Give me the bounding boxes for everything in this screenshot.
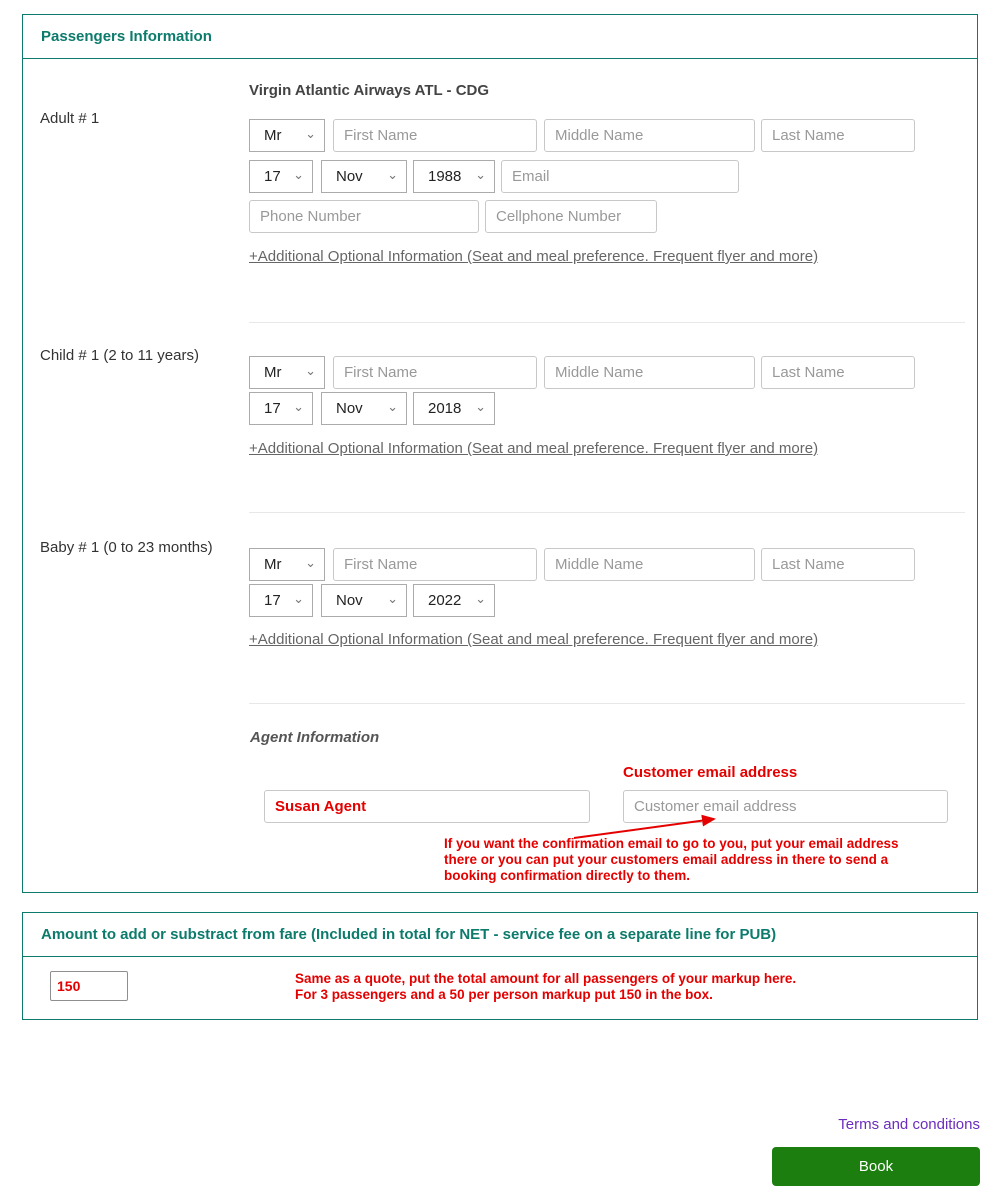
middle-name-input[interactable] xyxy=(544,548,755,581)
chevron-down-icon: ⌄ xyxy=(293,591,304,606)
markup-note xyxy=(295,971,855,1003)
chevron-down-icon: ⌄ xyxy=(293,167,304,182)
title-select[interactable] xyxy=(249,119,325,152)
email-input[interactable] xyxy=(501,160,739,193)
chevron-down-icon: ⌄ xyxy=(305,126,316,141)
markup-panel-header xyxy=(23,913,977,957)
markup-note-line1: Same as a quote, put the total amount for all passengers of your markup here. xyxy=(295,971,797,986)
dob-month-select[interactable] xyxy=(321,392,407,425)
additional-info-link[interactable]: +Additional Optional Information (Seat and meal preference. Frequent flyer and more) xyxy=(249,631,819,648)
confirmation-email-note: If you want the confirmation email to go to you, put your email address there or you can put your customers email address in there to send a booking confirmation directly to them. xyxy=(444,836,899,883)
title-select-value: Mr xyxy=(264,127,282,144)
book-button[interactable]: Book xyxy=(772,1147,980,1186)
dob-day-value: 17 xyxy=(264,168,281,185)
passengers-panel-header xyxy=(23,15,977,59)
chevron-down-icon: ⌄ xyxy=(387,167,398,182)
dob-day-select[interactable] xyxy=(249,392,313,425)
passenger-label-baby: Baby # 1 (0 to 23 months) xyxy=(40,539,213,556)
dob-month-select[interactable] xyxy=(321,584,407,617)
dob-year-value: 1988 xyxy=(428,168,462,185)
dob-year-value: 2022 xyxy=(428,592,462,609)
chevron-down-icon: ⌄ xyxy=(293,399,304,414)
middle-name-input[interactable] xyxy=(544,119,755,152)
chevron-down-icon: ⌄ xyxy=(475,591,486,606)
passenger-label-adult: Adult # 1 xyxy=(40,110,100,127)
dob-day-select[interactable] xyxy=(249,584,313,617)
last-name-input[interactable] xyxy=(761,356,915,389)
markup-panel-title: Amount to add or substract from fare (Included in total for NET - service fee on a separate line for PUB) xyxy=(41,926,777,943)
last-name-input[interactable] xyxy=(761,548,915,581)
title-select-value: Mr xyxy=(264,364,282,381)
markup-note-line2: For 3 passengers and a 50 per person markup put 150 in the box. xyxy=(295,987,713,1002)
title-select[interactable] xyxy=(249,356,325,389)
dob-month-value: Nov xyxy=(336,592,363,609)
agent-name-input[interactable] xyxy=(264,790,590,823)
chevron-down-icon: ⌄ xyxy=(387,399,398,414)
chevron-down-icon: ⌄ xyxy=(387,591,398,606)
dob-day-value: 17 xyxy=(264,592,281,609)
dob-year-select[interactable] xyxy=(413,392,495,425)
customer-email-label: Customer email address xyxy=(623,764,798,781)
agent-info-heading: Agent Information xyxy=(250,729,380,746)
dob-year-select[interactable] xyxy=(413,584,495,617)
first-name-input[interactable] xyxy=(333,548,537,581)
last-name-input[interactable] xyxy=(761,119,915,152)
terms-and-conditions-link[interactable]: Terms and conditions xyxy=(838,1116,980,1133)
chevron-down-icon: ⌄ xyxy=(305,555,316,570)
chevron-down-icon: ⌄ xyxy=(475,399,486,414)
title-select-value: Mr xyxy=(264,556,282,573)
section-divider xyxy=(249,322,965,323)
first-name-input[interactable] xyxy=(333,356,537,389)
additional-info-link[interactable]: +Additional Optional Information (Seat and meal preference. Frequent flyer and more) xyxy=(249,440,819,457)
section-divider xyxy=(249,703,965,704)
flight-title: Virgin Atlantic Airways ATL - CDG xyxy=(249,82,490,99)
dob-day-select[interactable] xyxy=(249,160,313,193)
chevron-down-icon: ⌄ xyxy=(475,167,486,182)
dob-year-select[interactable] xyxy=(413,160,495,193)
dob-month-select[interactable] xyxy=(321,160,407,193)
markup-panel xyxy=(22,912,978,1020)
middle-name-input[interactable] xyxy=(544,356,755,389)
markup-amount-input[interactable] xyxy=(50,971,128,1001)
title-select[interactable] xyxy=(249,548,325,581)
dob-year-value: 2018 xyxy=(428,400,462,417)
passengers-panel-title: Passengers Information xyxy=(41,28,212,45)
section-divider xyxy=(249,512,965,513)
cellphone-input[interactable] xyxy=(485,200,657,233)
additional-info-link[interactable]: +Additional Optional Information (Seat and meal preference. Frequent flyer and more) xyxy=(249,248,819,265)
dob-day-value: 17 xyxy=(264,400,281,417)
dob-month-value: Nov xyxy=(336,168,363,185)
chevron-down-icon: ⌄ xyxy=(305,363,316,378)
dob-month-value: Nov xyxy=(336,400,363,417)
first-name-input[interactable] xyxy=(333,119,537,152)
passenger-label-child: Child # 1 (2 to 11 years) xyxy=(40,347,199,364)
phone-input[interactable] xyxy=(249,200,479,233)
